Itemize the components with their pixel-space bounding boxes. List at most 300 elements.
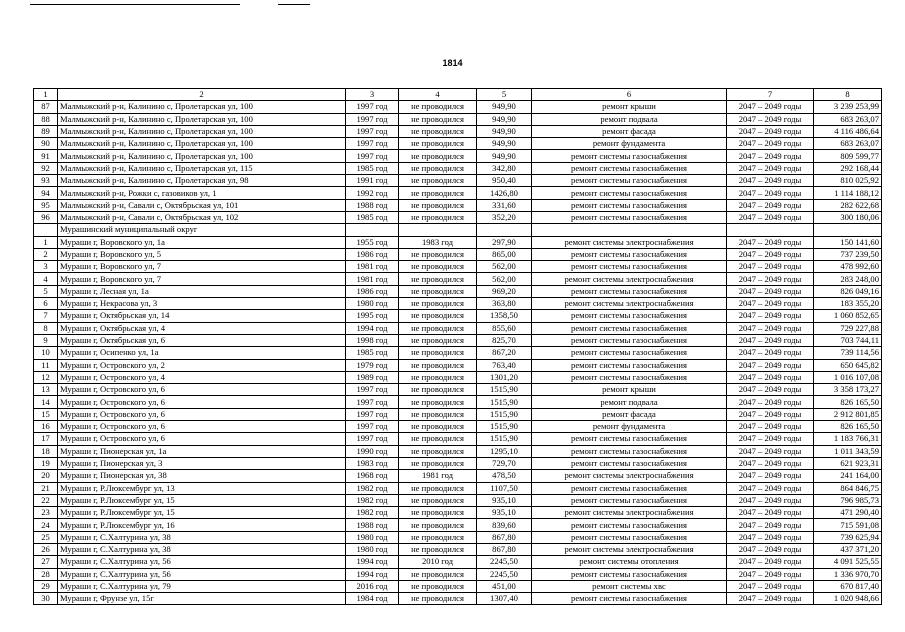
table-row <box>34 580 882 592</box>
table-cell: 96 <box>34 211 58 223</box>
table-cell: 2047 – 2049 годы <box>727 593 814 605</box>
table-cell: 1107,50 <box>477 482 532 494</box>
table-row <box>34 482 882 494</box>
table-row <box>34 371 882 383</box>
table-cell: 8 <box>34 322 58 334</box>
table-cell: 2047 – 2049 годы <box>727 421 814 433</box>
table-row <box>34 531 882 543</box>
table-cell: не проводился <box>399 568 477 580</box>
table-cell: ремонт системы газоснабжения <box>532 531 727 543</box>
table-cell: 2047 – 2049 годы <box>727 175 814 187</box>
table-cell: не проводился <box>399 593 477 605</box>
table-cell: не проводился <box>399 396 477 408</box>
table-cell: 1997 год <box>346 125 399 137</box>
table-cell: 22 <box>34 494 58 506</box>
table-cell: 23 <box>34 507 58 519</box>
table-cell: 331,60 <box>477 199 532 211</box>
table-cell: 241 164,00 <box>814 470 882 482</box>
table-cell: 2047 – 2049 годы <box>727 298 814 310</box>
table-cell: ремонт системы газоснабжения <box>532 519 727 531</box>
table-cell: не проводился <box>399 347 477 359</box>
table-cell: 471 290,40 <box>814 507 882 519</box>
table-row <box>34 384 882 396</box>
table-row <box>34 261 882 273</box>
table-cell: 1981 год <box>346 273 399 285</box>
table-cell: 1997 год <box>346 408 399 420</box>
table-cell: 2016 год <box>346 580 399 592</box>
table-cell: 715 591,08 <box>814 519 882 531</box>
table-cell: ремонт системы отопления <box>532 556 727 568</box>
table-cell: 650 645,82 <box>814 359 882 371</box>
table-cell: 2047 – 2049 годы <box>727 150 814 162</box>
table-cell: 763,40 <box>477 359 532 371</box>
table-cell: не проводился <box>399 457 477 469</box>
table-cell: ремонт системы электроснабжения <box>532 507 727 519</box>
table-cell: 150 141,60 <box>814 236 882 248</box>
table-cell: не проводился <box>399 187 477 199</box>
table-cell: Малмыжский р-н, Калинино с, Пролетарская ул, 100 <box>58 125 346 137</box>
table-cell: 683 263,07 <box>814 138 882 150</box>
table-row <box>34 347 882 359</box>
table-cell <box>346 224 399 236</box>
table-cell: 865,00 <box>477 248 532 260</box>
table-cell: 1968 год <box>346 470 399 482</box>
table-cell: Мураши г, Островского ул, 2 <box>58 359 346 371</box>
table-cell: 2047 – 2049 годы <box>727 543 814 555</box>
table-cell: ремонт системы газоснабжения <box>532 261 727 273</box>
table-cell: 2047 – 2049 годы <box>727 199 814 211</box>
table-cell: не проводился <box>399 531 477 543</box>
table-cell: 1988 год <box>346 199 399 211</box>
table-cell: не проводился <box>399 138 477 150</box>
table-cell: 1 183 766,31 <box>814 433 882 445</box>
table-cell: ремонт фасада <box>532 408 727 420</box>
table-row <box>34 199 882 211</box>
table-cell: ремонт крыши <box>532 384 727 396</box>
table-row <box>34 433 882 445</box>
table-cell: 1981 год <box>346 261 399 273</box>
table-cell: 292 168,44 <box>814 162 882 174</box>
table-cell: 183 355,20 <box>814 298 882 310</box>
table-cell: 89 <box>34 125 58 137</box>
table-cell: 739 625,94 <box>814 531 882 543</box>
table-cell: не проводился <box>399 421 477 433</box>
section-title: Мурашинский муниципальный округ <box>58 224 346 236</box>
table-cell: не проводился <box>399 580 477 592</box>
table-cell: 352,20 <box>477 211 532 223</box>
table-cell: не проводился <box>399 519 477 531</box>
table-row <box>34 150 882 162</box>
table-cell: 91 <box>34 150 58 162</box>
table-cell: не проводился <box>399 199 477 211</box>
table-cell: 342,80 <box>477 162 532 174</box>
table-cell: 1998 год <box>346 334 399 346</box>
table-cell: Мураши г, Островского ул, 6 <box>58 433 346 445</box>
table-cell: 2245,50 <box>477 556 532 568</box>
table-cell: ремонт фундамента <box>532 138 727 150</box>
table-cell: Малмыжский р-н, Савали с, Октябрьская ул, 102 <box>58 211 346 223</box>
table-cell: Малмыжский р-н, Савали с, Октябрьская ул, 101 <box>58 199 346 211</box>
table-cell: не проводился <box>399 175 477 187</box>
table-cell: 11 <box>34 359 58 371</box>
table-cell: 1990 год <box>346 445 399 457</box>
column-number-7: 7 <box>727 89 814 101</box>
table-cell: ремонт системы газоснабжения <box>532 494 727 506</box>
table-cell: 1982 год <box>346 482 399 494</box>
table-cell: 26 <box>34 543 58 555</box>
table-cell: ремонт системы газоснабжения <box>532 371 727 383</box>
table-cell: 2047 – 2049 годы <box>727 236 814 248</box>
table-row <box>34 138 882 150</box>
table-cell: ремонт фундамента <box>532 421 727 433</box>
table-cell: 1307,40 <box>477 593 532 605</box>
table-cell: 950,40 <box>477 175 532 187</box>
table-cell: 2047 – 2049 годы <box>727 347 814 359</box>
table-cell: 1295,10 <box>477 445 532 457</box>
table-cell: 28 <box>34 568 58 580</box>
repair-schedule-table <box>33 88 882 605</box>
table-cell: 2047 – 2049 годы <box>727 580 814 592</box>
table-cell: 300 180,06 <box>814 211 882 223</box>
table-cell: 29 <box>34 580 58 592</box>
table-cell: Малмыжский р-н, Калинино с, Пролетарская ул, 100 <box>58 138 346 150</box>
table-cell: 2047 – 2049 годы <box>727 470 814 482</box>
table-cell: Мураши г, Воровского ул, 1а <box>58 236 346 248</box>
table-cell: ремонт системы газоснабжения <box>532 248 727 260</box>
table-cell: 1980 год <box>346 298 399 310</box>
table-cell: не проводился <box>399 298 477 310</box>
table-cell: не проводился <box>399 482 477 494</box>
table-cell: Малмыжский р-н, Калинино с, Пролетарская ул, 100 <box>58 113 346 125</box>
table-cell: 1986 год <box>346 285 399 297</box>
table-cell: 864 846,75 <box>814 482 882 494</box>
table-cell <box>814 224 882 236</box>
table-cell: Мураши г, Пионерская ул, 1а <box>58 445 346 457</box>
table-cell: 2047 – 2049 годы <box>727 334 814 346</box>
table-row <box>34 211 882 223</box>
table-cell <box>399 224 477 236</box>
table-cell: 1985 год <box>346 347 399 359</box>
table-cell: ремонт системы газоснабжения <box>532 445 727 457</box>
table-cell: 88 <box>34 113 58 125</box>
table-cell: 17 <box>34 433 58 445</box>
table-row <box>34 236 882 248</box>
table-cell: Мураши г, Р.Люксембург ул, 13 <box>58 482 346 494</box>
table-cell: не проводился <box>399 507 477 519</box>
table-cell: Мураши г, Р.Люксембург ул, 15 <box>58 507 346 519</box>
table-cell: 1301,20 <box>477 371 532 383</box>
page-number: 1814 <box>442 58 463 68</box>
table-row <box>34 494 882 506</box>
table-cell: не проводился <box>399 494 477 506</box>
table-cell: 1515,90 <box>477 408 532 420</box>
table-cell: 2047 – 2049 годы <box>727 494 814 506</box>
table-cell: 1 016 107,08 <box>814 371 882 383</box>
table-row <box>34 556 882 568</box>
table-cell: 10 <box>34 347 58 359</box>
table-cell: Мураши г, С.Халтурина ул, 38 <box>58 543 346 555</box>
table-row <box>34 543 882 555</box>
table-row <box>34 273 882 285</box>
table-row <box>34 359 882 371</box>
table-cell: 1994 год <box>346 556 399 568</box>
table-cell: Малмыжский р-н, Калинино с, Пролетарская ул, 115 <box>58 162 346 174</box>
table-cell: ремонт системы газоснабжения <box>532 310 727 322</box>
table-cell: 20 <box>34 470 58 482</box>
table-cell: ремонт системы газоснабжения <box>532 593 727 605</box>
table-cell: 2047 – 2049 годы <box>727 285 814 297</box>
table-cell: Мураши г, Воровского ул, 5 <box>58 248 346 260</box>
table-cell: 867,20 <box>477 347 532 359</box>
table-cell: 1997 год <box>346 433 399 445</box>
table-cell: Мураши г, Пионерская ул, 3 <box>58 457 346 469</box>
table-cell: 94 <box>34 187 58 199</box>
table-cell: 867,80 <box>477 543 532 555</box>
table-row <box>34 101 882 113</box>
table-cell: не проводился <box>399 310 477 322</box>
table-cell: ремонт системы электроснабжения <box>532 470 727 482</box>
table-cell: не проводился <box>399 433 477 445</box>
table-cell: ремонт системы газоснабжения <box>532 433 727 445</box>
table-cell: 1997 год <box>346 101 399 113</box>
table-cell: 2047 – 2049 годы <box>727 433 814 445</box>
table-cell: 1989 год <box>346 371 399 383</box>
table-cell: ремонт фасада <box>532 125 727 137</box>
table-cell: Мураши г, Октябрьская ул, 6 <box>58 334 346 346</box>
table-cell: 1986 год <box>346 248 399 260</box>
table-cell: 2047 – 2049 годы <box>727 568 814 580</box>
table-cell: 3 358 173,27 <box>814 384 882 396</box>
table-cell: 562,00 <box>477 261 532 273</box>
column-number-1: 1 <box>34 89 58 101</box>
table-cell: Мураши г, Островского ул, 6 <box>58 396 346 408</box>
table-cell: 437 371,20 <box>814 543 882 555</box>
table-cell: 1984 год <box>346 593 399 605</box>
table-cell: 1 <box>34 236 58 248</box>
table-cell: не проводился <box>399 150 477 162</box>
table-cell: 1982 год <box>346 507 399 519</box>
table-cell: 949,90 <box>477 150 532 162</box>
table-cell: 18 <box>34 445 58 457</box>
table-cell: 4 <box>34 273 58 285</box>
table-cell: 562,00 <box>477 273 532 285</box>
table-cell: не проводился <box>399 113 477 125</box>
table-cell: Мураши г, Некрасова ул, 3 <box>58 298 346 310</box>
table-cell: 1 020 948,66 <box>814 593 882 605</box>
table-cell: 1 114 188,12 <box>814 187 882 199</box>
table-cell: 2047 – 2049 годы <box>727 322 814 334</box>
table-cell <box>727 224 814 236</box>
table-cell: 2010 год <box>399 556 477 568</box>
table-row <box>34 298 882 310</box>
table-cell: 1983 год <box>399 236 477 248</box>
table-cell: 949,90 <box>477 101 532 113</box>
table-cell: 1997 год <box>346 150 399 162</box>
table-cell: 1 336 970,70 <box>814 568 882 580</box>
table-cell <box>532 224 727 236</box>
table-row <box>34 470 882 482</box>
table-cell: Малмыжский р-н, Калинино с, Пролетарская ул, 100 <box>58 101 346 113</box>
table-cell: 2047 – 2049 годы <box>727 359 814 371</box>
table-cell: 1426,80 <box>477 187 532 199</box>
table-cell: 2047 – 2049 годы <box>727 310 814 322</box>
table-cell: ремонт системы хвс <box>532 580 727 592</box>
table-row <box>34 519 882 531</box>
table-cell: 92 <box>34 162 58 174</box>
table-cell: ремонт подвала <box>532 396 727 408</box>
table-row <box>34 445 882 457</box>
table-cell: 1 011 343,59 <box>814 445 882 457</box>
table-cell: 2245,50 <box>477 568 532 580</box>
table-cell: 1979 год <box>346 359 399 371</box>
table-row <box>34 322 882 334</box>
table-cell: 969,20 <box>477 285 532 297</box>
table-cell: 30 <box>34 593 58 605</box>
table-cell: ремонт крыши <box>532 101 727 113</box>
table-cell: 283 248,00 <box>814 273 882 285</box>
table-cell: 1983 год <box>346 457 399 469</box>
table-cell: ремонт системы газоснабжения <box>532 482 727 494</box>
section-row <box>34 224 882 236</box>
table-cell: не проводился <box>399 248 477 260</box>
table-cell: 7 <box>34 310 58 322</box>
table-cell: 451,00 <box>477 580 532 592</box>
table-row <box>34 507 882 519</box>
table-cell: 935,10 <box>477 494 532 506</box>
table-row <box>34 421 882 433</box>
table-cell: Мураши г, Осипенко ул, 1а <box>58 347 346 359</box>
table-cell: ремонт системы электроснабжения <box>532 543 727 555</box>
table-cell: 87 <box>34 101 58 113</box>
table-cell: 2047 – 2049 годы <box>727 384 814 396</box>
table-cell: 478,50 <box>477 470 532 482</box>
table-cell: 949,90 <box>477 113 532 125</box>
table-cell: ремонт системы газоснабжения <box>532 199 727 211</box>
table-row <box>34 334 882 346</box>
table-cell: 949,90 <box>477 125 532 137</box>
table-cell: 12 <box>34 371 58 383</box>
table-cell: 1988 год <box>346 519 399 531</box>
table-cell <box>34 224 58 236</box>
table-cell: 2047 – 2049 годы <box>727 125 814 137</box>
table-cell: 1997 год <box>346 396 399 408</box>
table-cell: 297,90 <box>477 236 532 248</box>
table-cell: 1994 год <box>346 322 399 334</box>
table-cell: Мураши г, Островского ул, 6 <box>58 421 346 433</box>
table-cell: 737 239,50 <box>814 248 882 260</box>
table-cell: 1997 год <box>346 138 399 150</box>
table-cell: Мураши г, Пионерская ул, 38 <box>58 470 346 482</box>
table-cell: 95 <box>34 199 58 211</box>
table-cell: 2047 – 2049 годы <box>727 445 814 457</box>
table-cell: 24 <box>34 519 58 531</box>
table-cell <box>477 224 532 236</box>
table-cell: Мураши г, Островского ул, 6 <box>58 384 346 396</box>
table-row <box>34 310 882 322</box>
table-cell: 25 <box>34 531 58 543</box>
table-row <box>34 248 882 260</box>
column-number-5: 5 <box>477 89 532 101</box>
table-cell: 13 <box>34 384 58 396</box>
table-cell: Малмыжский р-н, Калинино с, Пролетарская ул, 98 <box>58 175 346 187</box>
table-cell: 1985 год <box>346 162 399 174</box>
table-row <box>34 175 882 187</box>
table-cell: Мураши г, Воровского ул, 7 <box>58 261 346 273</box>
table-cell: 16 <box>34 421 58 433</box>
table-row <box>34 457 882 469</box>
table-cell: 1985 год <box>346 211 399 223</box>
table-cell: не проводился <box>399 371 477 383</box>
table-cell: 1358,50 <box>477 310 532 322</box>
table-cell: 1995 год <box>346 310 399 322</box>
table-cell: 2047 – 2049 годы <box>727 187 814 199</box>
table-cell: Мураши г, Р.Люксембург ул, 16 <box>58 519 346 531</box>
table-row <box>34 187 882 199</box>
table-cell: не проводился <box>399 543 477 555</box>
table-cell: не проводился <box>399 125 477 137</box>
table-cell: не проводился <box>399 101 477 113</box>
table-cell: 1955 год <box>346 236 399 248</box>
column-number-3: 3 <box>346 89 399 101</box>
table-cell: 2047 – 2049 годы <box>727 457 814 469</box>
table-cell: 825,70 <box>477 334 532 346</box>
table-cell: 2047 – 2049 годы <box>727 113 814 125</box>
column-number-4: 4 <box>399 89 477 101</box>
table-cell: не проводился <box>399 408 477 420</box>
table-cell: Мураши г, Фрунзе ул, 15г <box>58 593 346 605</box>
table-cell: ремонт системы газоснабжения <box>532 150 727 162</box>
table-row <box>34 568 882 580</box>
table-cell: 809 599,77 <box>814 150 882 162</box>
table-cell: 1994 год <box>346 568 399 580</box>
table-cell: 2047 – 2049 годы <box>727 273 814 285</box>
table-cell: ремонт системы газоснабжения <box>532 162 727 174</box>
table-cell: Мураши г, Островского ул, 4 <box>58 371 346 383</box>
header-rule-right <box>278 4 310 5</box>
table-row <box>34 125 882 137</box>
table-cell: не проводился <box>399 162 477 174</box>
table-cell: ремонт системы газоснабжения <box>532 457 727 469</box>
table-cell: ремонт системы газоснабжения <box>532 347 727 359</box>
table-cell: 21 <box>34 482 58 494</box>
table-cell: 282 622,68 <box>814 199 882 211</box>
table-cell: ремонт системы газоснабжения <box>532 568 727 580</box>
table-cell: ремонт системы газоснабжения <box>532 359 727 371</box>
table-cell: 2047 – 2049 годы <box>727 248 814 260</box>
table-cell: 739 114,56 <box>814 347 882 359</box>
table-cell: 796 985,73 <box>814 494 882 506</box>
table-cell: 2047 – 2049 годы <box>727 211 814 223</box>
table-cell: 1515,90 <box>477 384 532 396</box>
table-cell: Мураши г, Октябрьская ул, 14 <box>58 310 346 322</box>
table-cell: 670 817,40 <box>814 580 882 592</box>
table-cell: 1992 год <box>346 187 399 199</box>
table-cell: 2047 – 2049 годы <box>727 396 814 408</box>
table-cell: 2047 – 2049 годы <box>727 556 814 568</box>
table-cell: Мураши г, Воровского ул, 7 <box>58 273 346 285</box>
table-cell: 1991 год <box>346 175 399 187</box>
table-cell: 826 165,50 <box>814 396 882 408</box>
table-cell: не проводился <box>399 285 477 297</box>
table-cell: не проводился <box>399 273 477 285</box>
table-cell: 1997 год <box>346 421 399 433</box>
table-row <box>34 396 882 408</box>
table-cell: 621 923,31 <box>814 457 882 469</box>
table-cell: не проводился <box>399 445 477 457</box>
table-cell: не проводился <box>399 334 477 346</box>
table-cell: 2047 – 2049 годы <box>727 162 814 174</box>
table-cell: 15 <box>34 408 58 420</box>
